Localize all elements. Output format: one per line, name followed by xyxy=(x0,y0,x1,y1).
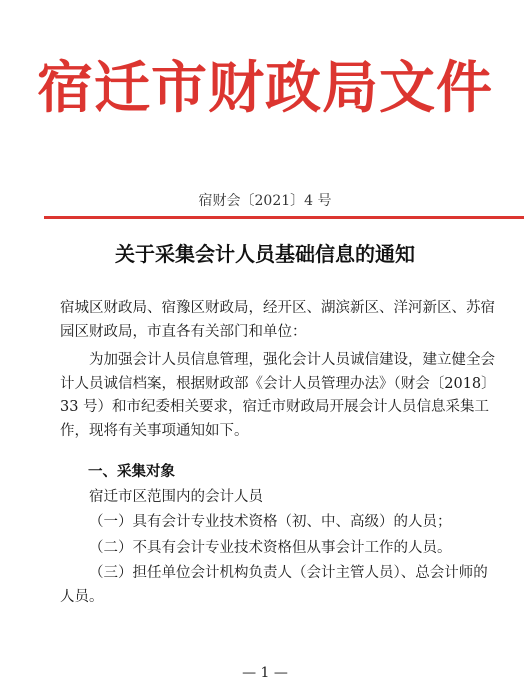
list-item: （三）担任单位会计机构负责人（会计主管人员）、总会计师的人员。 xyxy=(60,565,488,605)
addressee-paragraph: 宿城区财政局、宿豫区财政局，经开区、湖滨新区、洋河新区、苏宿园区财政局，市直各有关部门和单位： xyxy=(60,300,495,340)
intro-paragraph: 为加强会计人员信息管理，强化会计人员诚信建设，建立健全会计人员诚信档案，根据财政部《会计人员管理办法》（财会〔2018〕33 号）和市纪委相关要求，宿迁市财政局开展会计人员信息采集工作，现将有关事项通知如下。 xyxy=(60,352,496,439)
list-item: （一）具有会计专业技术资格（初、中、高级）的人员； xyxy=(89,514,452,530)
document-number: 宿财会〔2021〕4 号 xyxy=(198,193,332,209)
red-divider-line xyxy=(44,216,524,219)
notice-title: 关于采集会计人员基础信息的通知 xyxy=(115,242,415,266)
collection-target-list xyxy=(60,511,500,611)
document-masthead: 宿迁市财政局文件 xyxy=(37,55,493,121)
section-heading-collection-targets: 一、采集对象 xyxy=(88,464,175,480)
list-item: （二）不具有会计专业技术资格但从事会计工作的人员。 xyxy=(89,539,452,556)
collection-scope-text: 宿迁市区范围内的会计人员 xyxy=(89,489,263,505)
page-number: — 1 — xyxy=(242,665,288,681)
